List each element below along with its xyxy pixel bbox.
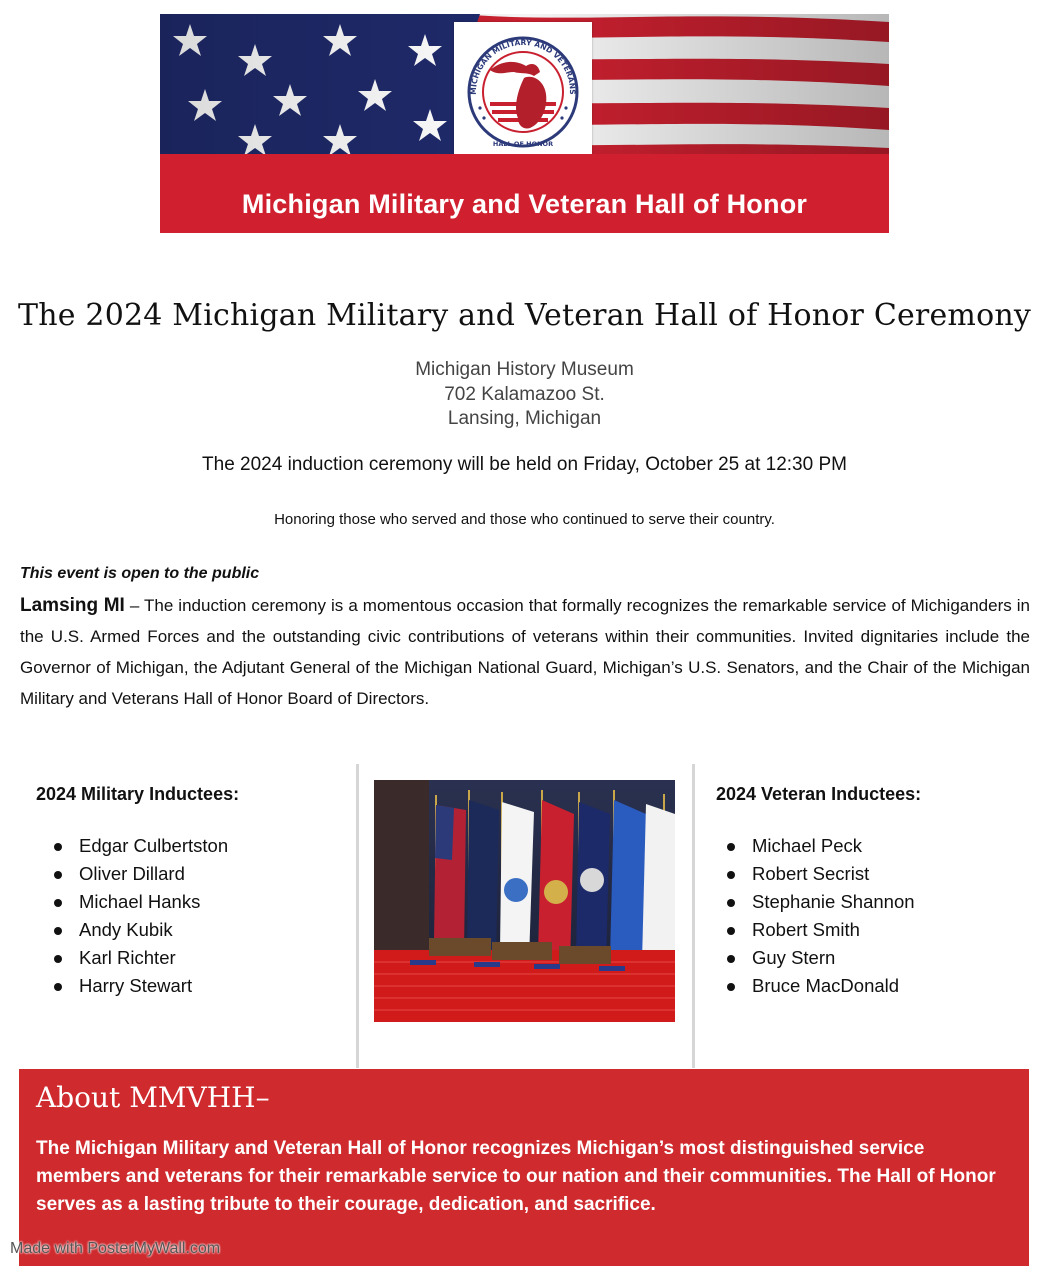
list-item: Bruce MacDonald — [727, 972, 915, 1000]
dateline: Lamsing MI — [20, 595, 125, 616]
list-item: Michael Hanks — [54, 888, 228, 916]
about-text: The Michigan Military and Veteran Hall of Honor recognizes Michigan’s most distinguished service members and veterans for their remarkable service to our nation and their communities. The Hall of Honor serves as a lasting tribute to their courage, dedication, and sacrifice. — [36, 1138, 996, 1215]
page-title: The 2024 Michigan Military and Veteran Hall of Honor Ceremony — [18, 298, 1031, 333]
military-inductees-column — [20, 764, 359, 1068]
veteran-inductees-column — [695, 764, 1035, 1068]
list-item: Robert Smith — [727, 916, 915, 944]
veteran-inductees-list — [727, 832, 915, 1000]
logo-top-text: MICHIGAN MILITARY AND VETERANS — [468, 37, 578, 95]
header-banner — [160, 14, 889, 233]
postermywall-watermark: Made with PosterMyWall.com — [10, 1240, 221, 1257]
ceremony-photo-column — [359, 764, 695, 1068]
list-item: Andy Kubik — [54, 916, 228, 944]
banner-title: Michigan Military and Veteran Hall of Honor — [241, 189, 808, 219]
list-item: Harry Stewart — [54, 972, 228, 1000]
intro-paragraph — [20, 590, 1030, 714]
honoring-tagline: Honoring those who served and those who continued to serve their country. — [274, 511, 775, 528]
list-item: Stephanie Shannon — [727, 888, 915, 916]
hall-of-honor-logo — [454, 22, 592, 160]
venue-street: 702 Kalamazoo St. — [444, 383, 605, 405]
intro-text: – The induction ceremony is a momentous occasion that formally recognizes the remarkable service of Michiganders in the U.S. Armed Forces and the outstanding civic contributions of veterans within their communities. Invited dignitaries include the Governor of Michigan, the Adjutant General of the Michigan National Guard, Michigan’s U.S. Senators, and the Chair of the Michigan Military and Veterans Hall of Honor Board of Directors. — [20, 596, 1030, 708]
list-item: Karl Richter — [54, 944, 228, 972]
list-item: Oliver Dillard — [54, 860, 228, 888]
ceremony-flags-photo — [374, 780, 675, 1022]
military-inductees-list — [54, 832, 228, 1000]
public-event-note: This event is open to the public — [20, 565, 260, 582]
military-inductees-heading: 2024 Military Inductees: — [36, 784, 240, 804]
logo-bottom-text: HALL OF HONOR — [492, 140, 554, 148]
about-section — [19, 1069, 1029, 1266]
list-item: Edgar Culbertston — [54, 832, 228, 860]
venue-city: Lansing, Michigan — [447, 408, 602, 429]
venue-address — [0, 358, 1049, 432]
ceremony-date: The 2024 induction ceremony will be held on Friday, October 25 at 12:30 PM — [202, 454, 847, 475]
list-item: Michael Peck — [727, 832, 915, 860]
list-item: Robert Secrist — [727, 860, 915, 888]
venue-name: Michigan History Museum — [415, 359, 634, 380]
banner-title-bar — [160, 154, 889, 233]
veteran-inductees-heading: 2024 Veteran Inductees: — [716, 784, 922, 804]
list-item: Guy Stern — [727, 944, 915, 972]
about-title: About MMVHH– — [36, 1081, 270, 1114]
